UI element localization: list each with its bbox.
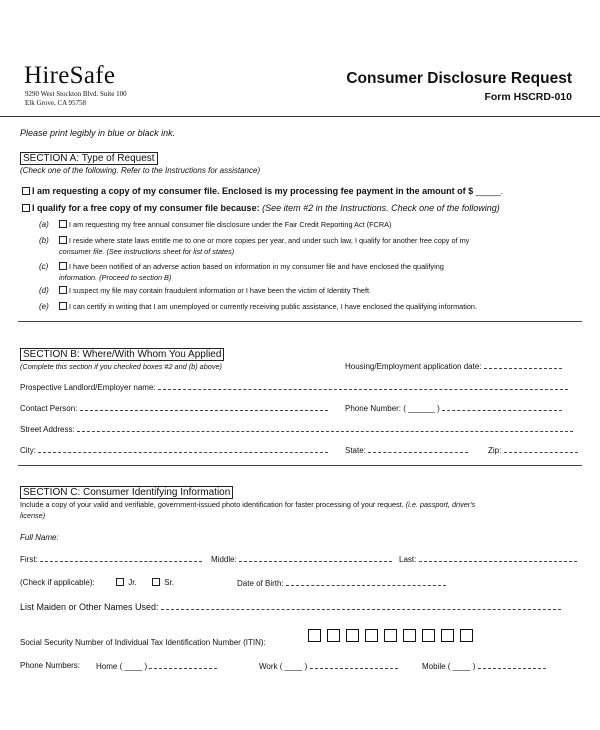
state-line[interactable] [368,445,468,453]
state-label: State: [345,446,366,455]
state-field[interactable] [345,445,468,455]
ssn-box[interactable] [384,629,397,642]
section-a-subtitle: (Check one of the following. Refer to the Instructions for assistance) [20,166,261,175]
form-number: Form HSCRD-010 [484,91,572,103]
company-logo: HireSafe [24,62,116,89]
middle-name-label: Middle: [211,555,237,564]
suffix-sr[interactable] [152,578,174,587]
reason-c-letter: (c) [39,262,49,271]
suffix-label: (Check if applicable): [20,578,95,587]
phone-area-blank[interactable]: ______ [408,404,435,413]
reason-c-text: I have been notified of an adverse action based on information in my consumer file and have enclosed the qualifying [69,262,444,271]
maiden-names-line[interactable] [161,602,561,610]
section-a-divider [18,321,582,322]
last-name-field[interactable] [399,554,577,564]
phone-numbers-label: Phone Numbers: [20,661,81,670]
reason-e[interactable] [59,302,477,311]
phone-line[interactable] [442,403,562,411]
home-phone-line[interactable] [149,661,217,669]
ssn-boxes[interactable] [308,627,479,645]
checkbox-reason-e[interactable] [59,302,67,310]
section-b-divider [18,465,582,466]
suffix-jr-label: Jr. [128,578,137,587]
checkbox-reason-d[interactable] [59,286,67,294]
reason-b-note: consumer file. (See instructions sheet for list of states) [59,247,235,256]
mobile-close: ) [472,662,476,671]
mobile-phone-label: Mobile ( [422,662,451,671]
phone-label: Phone Number: ( [345,404,406,413]
first-name-label: First: [20,555,38,564]
city-field[interactable] [20,445,328,455]
ssn-box[interactable] [365,629,378,642]
option-free-copy[interactable] [22,203,500,213]
suffix-sr-label: Sr. [164,578,175,587]
checkbox-reason-c[interactable] [59,262,67,270]
ssn-box[interactable] [327,629,340,642]
intro-text: Please print legibly in blue or black ink. [20,128,176,138]
first-name-line[interactable] [40,554,202,562]
checkbox-jr[interactable] [116,578,124,586]
option-paid-copy-label: I am requesting a copy of my consumer file. Enclosed is my processing fee payment in the amount of $ [32,186,474,196]
company-address-line1: 9290 West Stockton Blvd. Suite 100 [25,90,127,98]
maiden-names-field[interactable] [20,602,561,612]
option-free-copy-note: (See item #2 in the Instructions. Check one of the following) [262,203,500,213]
ssn-box[interactable] [346,629,359,642]
reason-b-text: I reside where state laws entitle me to one or more copies per year, and under such law, I qualify for another free copy of my [69,236,470,245]
work-phone-field[interactable] [259,661,398,671]
mobile-phone-line[interactable] [478,661,546,669]
dob-label: Date of Birth: [237,579,284,588]
header-divider [0,116,600,117]
section-c-title: SECTION C: Consumer Identifying Information [20,486,233,499]
middle-name-line[interactable] [239,554,392,562]
home-area-blank[interactable]: ____ [124,662,143,671]
fee-amount-blank[interactable]: _____. [475,186,504,196]
home-phone-field[interactable] [96,661,217,671]
contact-line[interactable] [80,403,328,411]
section-c-subtitle-eg: (i.e. passport, driver's [405,500,476,509]
ssn-box[interactable] [308,629,321,642]
phone-field[interactable] [345,403,562,413]
application-date-line[interactable] [484,361,562,369]
reason-e-text: I can certify in writing that I am unemployed or currently receiving public assistance, I have enclosed the qualifying information. [69,302,478,311]
maiden-names-label: List Maiden or Other Names Used: [20,602,159,612]
work-phone-line[interactable] [310,661,398,669]
ssn-box[interactable] [403,629,416,642]
home-close: ) [144,662,148,671]
reason-d-text: I suspect my file may contain fraudulent information or I have been the victim of Identity Theft. [69,286,372,295]
full-name-label: Full Name: [20,533,59,542]
ssn-label: Social Security Number of Individual Tax Identification Number (ITIN): [20,638,266,647]
city-line[interactable] [38,445,328,453]
mobile-phone-field[interactable] [422,661,546,671]
phone-close: ) [437,404,440,413]
mobile-area-blank[interactable]: ____ [452,662,471,671]
section-c-subtitle [20,500,475,509]
reason-d[interactable] [59,286,371,295]
landlord-label: Prospective Landlord/Employer name: [20,383,156,392]
zip-field[interactable] [488,445,578,455]
section-b-title: SECTION B: Where/With Whom You Applied [20,348,224,361]
section-b-subtitle: (Complete this section if you checked boxes #2 and (b) above) [20,362,222,371]
last-name-label: Last: [399,555,417,564]
landlord-line[interactable] [158,382,568,390]
work-area-blank[interactable]: ____ [284,662,303,671]
suffix-jr[interactable] [116,578,137,587]
reason-a-text: I am requesting my free annual consumer file disclosure under the Fair Credit Reporting Act (FCRA) [69,220,392,229]
reason-a[interactable] [59,220,391,229]
section-c-subtitle-text: Include a copy of your valid and verifiable, government-issued photo identification for faster processing of your request. [20,500,404,509]
last-name-line[interactable] [419,554,577,562]
ssn-box[interactable] [460,629,473,642]
reason-b-letter: (b) [39,236,49,245]
section-c-subtitle-eg2: license) [20,511,46,520]
reason-c[interactable] [59,262,444,271]
ssn-box[interactable] [422,629,435,642]
reason-e-letter: (e) [39,302,49,311]
street-line[interactable] [77,424,573,432]
reason-a-letter: (a) [39,220,49,229]
checkbox-free-copy[interactable] [22,204,30,212]
work-close: ) [304,662,308,671]
checkbox-paid-copy[interactable] [22,187,30,195]
city-label: City: [20,446,36,455]
contact-label: Contact Person: [20,404,78,413]
reason-c-note: information. (Proceed to section B) [59,273,172,282]
option-free-copy-label: I qualify for a free copy of my consumer file because: [32,203,260,213]
home-phone-label: Home ( [96,662,123,671]
contact-field[interactable] [20,403,328,413]
work-phone-label: Work ( [259,662,283,671]
dob-field[interactable] [237,578,446,588]
middle-name-field[interactable] [211,554,392,564]
checkbox-sr[interactable] [152,578,160,586]
checkbox-reason-b[interactable] [59,236,67,244]
reason-d-letter: (d) [39,286,49,295]
street-field[interactable] [20,424,573,434]
first-name-field[interactable] [20,554,202,564]
application-date-label: Housing/Employment application date: [345,362,482,371]
option-paid-copy[interactable] [22,186,503,196]
ssn-box[interactable] [441,629,454,642]
landlord-field[interactable] [20,382,568,392]
checkbox-reason-a[interactable] [59,220,67,228]
dob-line[interactable] [286,578,446,586]
form-title: Consumer Disclosure Request [346,70,572,87]
section-a-title: SECTION A: Type of Request [20,152,158,165]
company-address-line2: Elk Grove, CA 95758 [25,99,87,107]
application-date-field[interactable] [345,361,562,371]
reason-b[interactable] [59,236,469,245]
street-label: Street Address: [20,425,75,434]
zip-line[interactable] [504,445,578,453]
zip-label: Zip: [488,446,502,455]
